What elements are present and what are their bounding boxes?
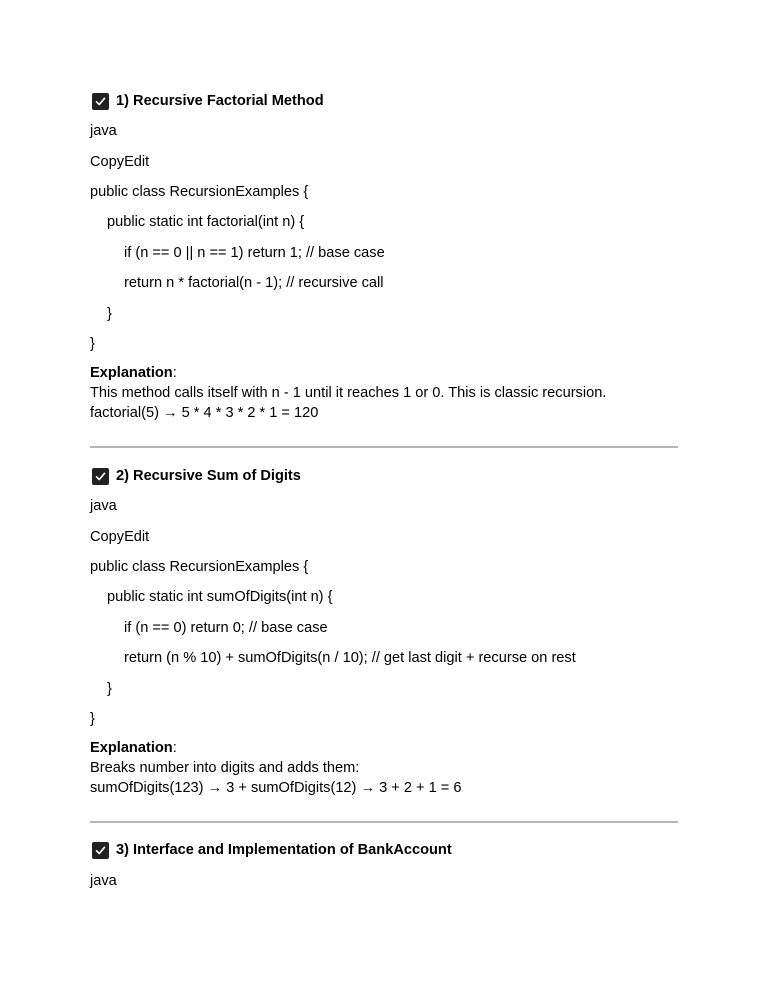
- check-mark-icon: [92, 93, 109, 110]
- explanation-text: Breaks number into digits and adds them:: [90, 760, 360, 776]
- section-heading: [90, 466, 301, 486]
- code-line: return (n % 10) + sumOfDigits(n / 10); // get last digit + recurse on rest: [124, 650, 576, 666]
- code-line: }: [90, 336, 95, 352]
- explanation-colon: :: [172, 740, 177, 756]
- explanation-label: Explanation: [90, 365, 173, 381]
- code-language: java: [90, 873, 117, 889]
- section-heading: [90, 840, 452, 860]
- code-line: public static int factorial(int n) {: [107, 214, 305, 230]
- heading-text: 1) Recursive Factorial Method: [116, 93, 324, 109]
- code-line: }: [107, 306, 112, 322]
- check-mark-icon: [92, 842, 109, 859]
- code-line: }: [107, 681, 112, 697]
- explanation-colon: :: [172, 365, 177, 381]
- code-line: return n * factorial(n - 1); // recursive call: [124, 275, 384, 291]
- code-line: if (n == 0 || n == 1) return 1; // base case: [124, 245, 385, 261]
- code-line: public class RecursionExamples {: [90, 184, 309, 200]
- heading-text: 2) Recursive Sum of Digits: [116, 468, 301, 484]
- code-line: if (n == 0) return 0; // base case: [124, 620, 328, 636]
- heading-text: 3) Interface and Implementation of BankAccount: [116, 842, 452, 858]
- explanation-text: This method calls itself with n - 1 until it reaches 1 or 0. This is classic recursion.: [90, 385, 607, 401]
- section-divider: [90, 446, 678, 448]
- explanation-text: sumOfDigits(123) → 3 + sumOfDigits(12) → 3 + 2 + 1 = 6: [90, 780, 462, 796]
- copy-edit-button[interactable]: CopyEdit: [90, 529, 150, 545]
- code-language: java: [90, 123, 117, 139]
- explanation-heading: [90, 364, 177, 382]
- code-line: public class RecursionExamples {: [90, 559, 309, 575]
- copy-edit-button[interactable]: CopyEdit: [90, 154, 150, 170]
- section-heading: [90, 91, 324, 111]
- explanation-heading: [90, 739, 177, 757]
- code-line: public static int sumOfDigits(int n) {: [107, 589, 333, 605]
- section-divider: [90, 821, 678, 823]
- explanation-label: Explanation: [90, 740, 173, 756]
- code-line: }: [90, 711, 95, 727]
- code-language: java: [90, 498, 117, 514]
- explanation-text: factorial(5) → 5 * 4 * 3 * 2 * 1 = 120: [90, 405, 319, 421]
- check-mark-icon: [92, 468, 109, 485]
